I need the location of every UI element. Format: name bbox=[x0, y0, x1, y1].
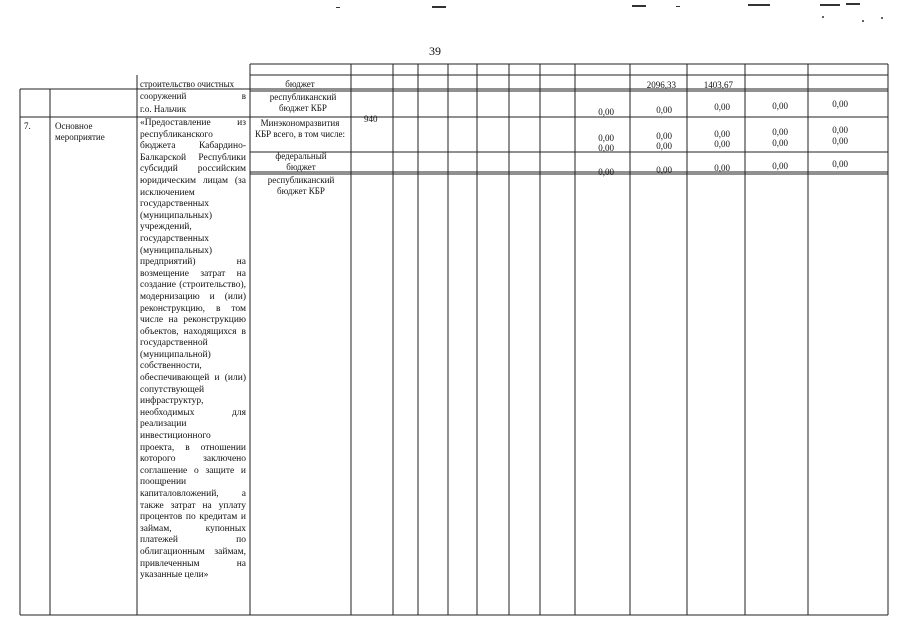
value-cell: 0,00 bbox=[714, 139, 730, 149]
value-cell: 0,00 bbox=[656, 165, 672, 175]
value-cell: 0,00 bbox=[598, 167, 614, 177]
funding-source-republic: республиканский бюджет КБР bbox=[267, 175, 335, 196]
value-cell: 0,00 bbox=[772, 138, 788, 148]
value-cell: 0,00 bbox=[832, 125, 848, 135]
row-continued-description-b: сооружений в bbox=[140, 91, 246, 101]
value-cell: 0,00 bbox=[832, 136, 848, 146]
value-cell: 0,00 bbox=[832, 99, 848, 109]
value-cell: 0,00 bbox=[656, 141, 672, 151]
page-number: 39 bbox=[429, 44, 441, 58]
row-continued-description-c: г.о. Нальчик bbox=[140, 104, 187, 114]
row-continued-description-a: строительство очистных bbox=[140, 79, 235, 89]
budget-code: 940 bbox=[364, 114, 378, 124]
value-cell: 2096,33 bbox=[646, 80, 676, 90]
funding-source-republic-budget: республиканский бюджет КБР bbox=[269, 92, 337, 113]
value-cell: 0,00 bbox=[772, 161, 788, 171]
funding-source-federal: федеральный бюджет bbox=[275, 151, 327, 172]
value-cell: 0,00 bbox=[598, 143, 614, 153]
value-cell: 0,00 bbox=[832, 159, 848, 169]
value-cell: 0,00 bbox=[598, 133, 614, 143]
value-cell: 0,00 bbox=[714, 102, 730, 112]
value-cell: 0,00 bbox=[772, 101, 788, 111]
row-description: «Предоставление из республиканского бюджета Кабардино-Балкарской Республики субсидий российским юридическим лицам (за исключением государственных (муниципальных) учреждений, государственных (муниципальных) предприятий) на возмещение затрат на создание (строительство), модернизацию и (или) реконструкцию, в том числе на реконструкцию объектов, находящихся в государственной (муниципальной) собственности, обеспечивающей и (или) сопутствующей инфраструктур, необходимых для реализации инвестиционного проекта, в отношении которого заключено соглашение о защите и поощрении капиталовложений, а также затрат на уплату процентов по кредитам и займам, купонных платежей по облигационным займам, привлеченным на указанные цели» bbox=[140, 118, 246, 581]
value-cell: 0,00 bbox=[714, 129, 730, 139]
value-cell: 0,00 bbox=[772, 127, 788, 137]
funding-source-ministry: Минэкономразвития КБР всего, в том числе: bbox=[254, 118, 346, 139]
value-cell: 0,00 bbox=[656, 105, 672, 115]
value-cell: 1403,67 bbox=[703, 80, 733, 90]
row-number: 7. bbox=[24, 121, 31, 131]
value-cell: 0,00 bbox=[598, 107, 614, 117]
row-type: Основное мероприятие bbox=[55, 121, 105, 142]
funding-source-budget: бюджет bbox=[285, 79, 315, 89]
value-cell: 0,00 bbox=[656, 131, 672, 141]
value-cell: 0,00 bbox=[714, 163, 730, 173]
